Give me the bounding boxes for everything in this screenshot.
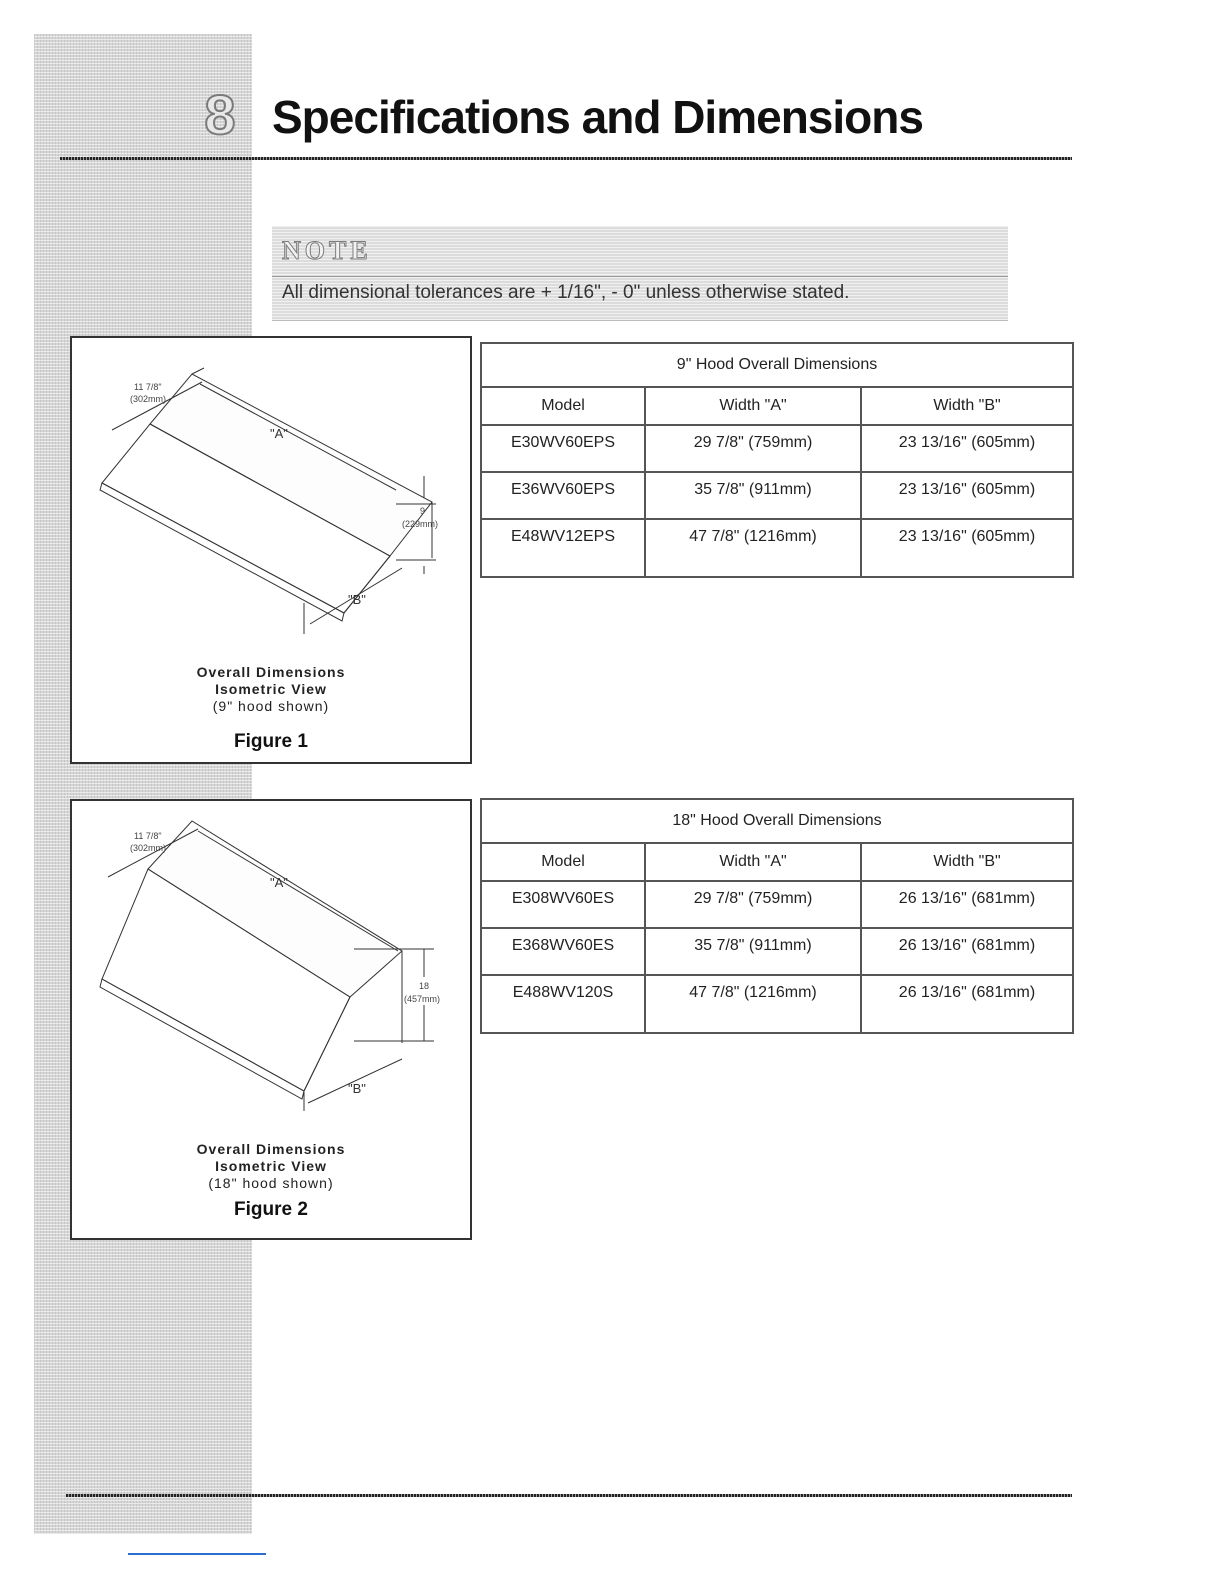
chapter-number: 8 <box>204 83 236 146</box>
height-label: 9 <box>420 506 426 516</box>
cell-model: E30WV60EPS <box>481 425 645 472</box>
cell-width-b: 23 13/16" (605mm) <box>861 519 1073 577</box>
cell-model: E488WV120S <box>481 975 645 1033</box>
cell-width-b: 26 13/16" (681mm) <box>861 975 1073 1033</box>
height-mm-label: (229mm) <box>402 519 439 529</box>
depth-ext-line <box>192 368 204 374</box>
note-text: All dimensional tolerances are + 1/16", - 0" unless otherwise stated. <box>282 282 850 303</box>
table-row <box>481 928 1073 975</box>
table-row <box>481 425 1073 472</box>
depth-mm-label: (302mm) <box>130 394 167 404</box>
footer-divider <box>66 1494 1072 1497</box>
table-18-hood-dimensions <box>480 798 1074 1034</box>
header-divider <box>60 157 1072 160</box>
table-row <box>481 975 1073 1033</box>
cell-width-a: 47 7/8" (1216mm) <box>645 519 861 577</box>
figure-1-caption-line1: Overall Dimensions <box>196 664 346 680</box>
figure-1-caption-line3: (9" hood shown) <box>212 698 330 714</box>
table-9-hood-dimensions <box>480 342 1074 578</box>
cell-width-a: 35 7/8" (911mm) <box>645 928 861 975</box>
hood-top-face <box>150 374 432 556</box>
cell-width-a: 29 7/8" (759mm) <box>645 425 861 472</box>
cell-width-a: 47 7/8" (1216mm) <box>645 975 861 1033</box>
page-title: Specifications and Dimensions <box>272 91 923 143</box>
width-a-label: "A" <box>270 426 288 441</box>
table-row <box>481 472 1073 519</box>
cell-width-a: 35 7/8" (911mm) <box>645 472 861 519</box>
figure-2-label: Figure 2 <box>234 1199 308 1220</box>
table-row <box>481 519 1073 577</box>
cell-width-b: 23 13/16" (605mm) <box>861 472 1073 519</box>
depth-label: 11 7/8" <box>134 382 162 392</box>
column-header-width-a: Width "A" <box>645 843 861 881</box>
height-label: 18 <box>419 981 430 991</box>
cell-model: E48WV12EPS <box>481 519 645 577</box>
column-header-width-b: Width "B" <box>861 843 1073 881</box>
table-row <box>481 881 1073 928</box>
cell-model: E368WV60ES <box>481 928 645 975</box>
hood-top-face <box>148 821 402 997</box>
hood-end-diagonal <box>304 997 350 1091</box>
note-divider <box>272 276 1008 277</box>
hood-base-edge <box>100 979 304 1099</box>
column-header-model: Model <box>481 387 645 425</box>
page-sidebar-band <box>34 34 252 1534</box>
cell-width-b: 26 13/16" (681mm) <box>861 928 1073 975</box>
figure-2-caption-line3: (18" hood shown) <box>208 1175 334 1191</box>
note-box <box>272 226 1008 321</box>
column-header-width-a: Width "A" <box>645 387 861 425</box>
column-header-width-b: Width "B" <box>861 387 1073 425</box>
footer-link-underline[interactable] <box>128 1553 266 1555</box>
note-heading: NOTE <box>282 236 372 265</box>
width-a-label: "A" <box>270 875 288 890</box>
table-title: 18" Hood Overall Dimensions <box>481 799 1073 843</box>
figure-2-caption-line2: Isometric View <box>215 1158 327 1174</box>
height-mm-label: (457mm) <box>404 994 441 1004</box>
depth-label: 11 7/8" <box>134 831 162 841</box>
cell-model: E36WV60EPS <box>481 472 645 519</box>
cell-model: E308WV60ES <box>481 881 645 928</box>
figure-1-caption-line2: Isometric View <box>215 681 327 697</box>
cell-width-b: 26 13/16" (681mm) <box>861 881 1073 928</box>
table-title: 9" Hood Overall Dimensions <box>481 343 1073 387</box>
cell-width-a: 29 7/8" (759mm) <box>645 881 861 928</box>
figure-2-caption-line1: Overall Dimensions <box>196 1141 346 1157</box>
width-b-label: "B" <box>348 592 366 607</box>
width-b-label: "B" <box>348 1081 366 1096</box>
figure-1-label: Figure 1 <box>234 731 308 752</box>
cell-width-b: 23 13/16" (605mm) <box>861 425 1073 472</box>
depth-mm-label: (302mm) <box>130 843 167 853</box>
column-header-model: Model <box>481 843 645 881</box>
figure-2 <box>70 799 472 1240</box>
figure-1 <box>70 336 472 764</box>
